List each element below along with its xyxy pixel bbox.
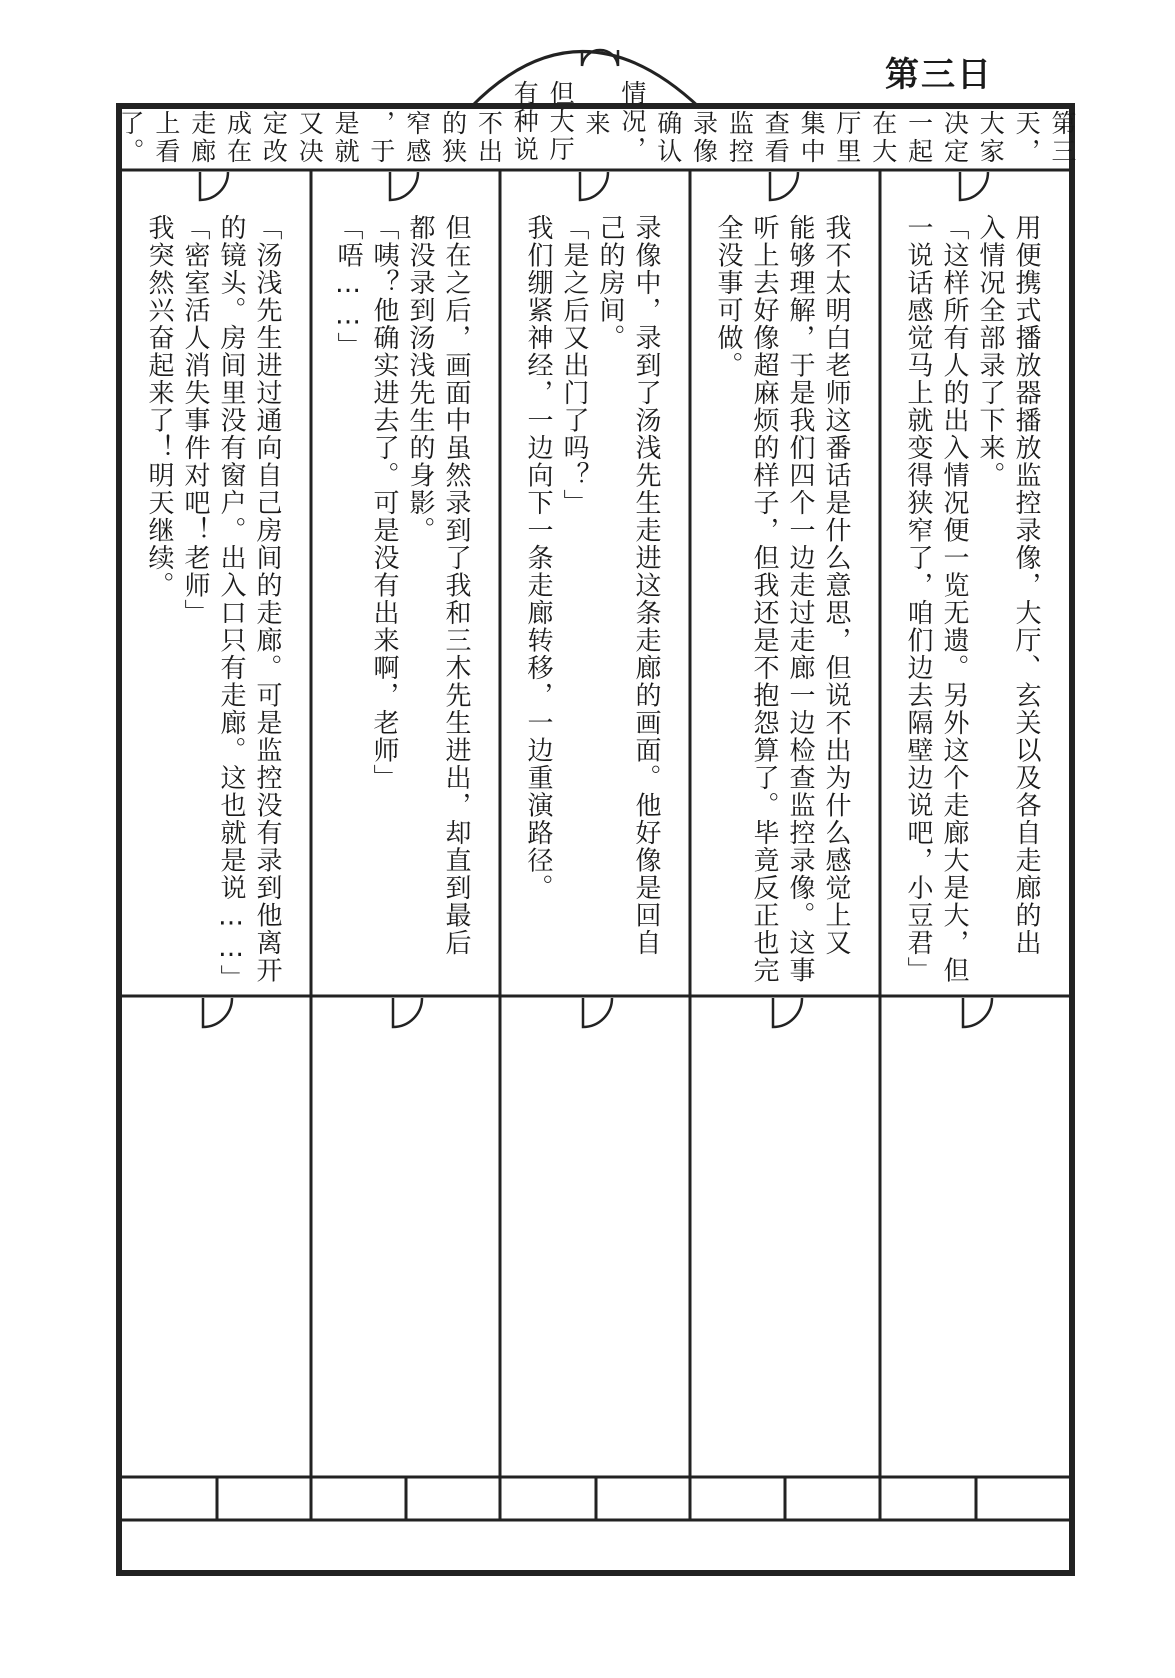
- banner-line: 一起: [904, 110, 934, 166]
- banner-line: 了。: [116, 110, 145, 166]
- banner-line: 上看: [151, 110, 181, 166]
- banner-line: 决定: [940, 110, 970, 166]
- banner-line: 在大: [868, 110, 898, 166]
- banner-line: 厅里: [832, 110, 862, 166]
- banner-line: 确认: [653, 110, 683, 166]
- banner-line: 窄感: [402, 110, 432, 166]
- room-text-line: 我不太明白老师这番话是什么意思，但说不出为什么感觉上又: [821, 214, 851, 957]
- room-text-line: 「密室活人消失事件对吧！老师」: [180, 214, 210, 627]
- room-text-line: 我们绷紧神经，一边向下一条走廊转移，一边重演路径。: [523, 214, 553, 902]
- room-text-line: 全没事可做。: [713, 214, 743, 379]
- room-text-line: 但在之后，画面中虽然录到了我和三木先生进出，却直到最后: [441, 214, 471, 957]
- room-text-line: 的镜头。房间里没有窗户。出入口只有走廊。这也就是说……」: [216, 214, 246, 992]
- room-text-line: 己的房间。: [595, 214, 625, 352]
- room-text-line: 录像中，录到了汤浅先生走进这条走廊的画面。他好像是回自: [631, 214, 661, 957]
- banner-line: ，于: [366, 110, 396, 166]
- room-text-line: 用便携式播放器播放监控录像，大厅、玄关以及各自走廊的出: [1011, 214, 1041, 957]
- banner-line: 但大厅: [546, 80, 576, 164]
- banner-line: 有种说: [510, 80, 540, 164]
- banner-line: 集中: [797, 110, 827, 166]
- room-text-line: 一说话感觉马上就变得狭窄了，咱们边去隔壁边说吧，小豆君」: [903, 214, 933, 984]
- room-text-line: 「唔……」: [333, 214, 363, 360]
- room-text-line: 「是之后又出门了吗？」: [559, 214, 589, 517]
- banner-line: 成在: [223, 110, 253, 166]
- banner-line: 大家: [976, 110, 1006, 166]
- banner-line: 来: [582, 110, 611, 138]
- room-text-line: 入情况全部录了下来。: [975, 214, 1005, 489]
- banner-line: 走廊: [187, 110, 217, 166]
- room-text-line: 「这样所有人的出入情况便一览无遗。另外这个走廊大是大，但: [939, 214, 969, 984]
- banner-line: 天，: [1012, 110, 1042, 166]
- room-text-line: 「咦？他确实进去了。可是没有出来啊，老师」: [369, 214, 399, 792]
- banner-line: 监控: [725, 110, 755, 166]
- room-text-line: 都没录到汤浅先生的身影。: [405, 214, 435, 544]
- banner-line: 定改: [259, 110, 289, 166]
- banner-line: 情况，: [617, 80, 647, 164]
- banner-line: 又决: [295, 110, 325, 166]
- banner-line: 是就: [331, 110, 361, 166]
- banner-line: 查看: [761, 110, 791, 166]
- room-text-line: 我突然兴奋起来了！明天继续。: [144, 214, 174, 599]
- room-text-line: 「汤浅先生进过通向自己房间的走廊。可是监控没有录到他离开: [252, 214, 282, 984]
- banner-line: 的狭: [438, 110, 468, 166]
- banner-line: 第三: [1048, 110, 1077, 166]
- banner-line: 不出: [474, 110, 504, 166]
- room-text-line: 听上去好像超麻烦的样子，但我还是不抱怨算了。毕竟反正也完: [749, 214, 779, 984]
- room-text-line: 能够理解，于是我们四个一边走过走廊一边检查监控录像。这事: [785, 214, 815, 984]
- banner-line: 录像: [689, 110, 719, 166]
- chapter-title: 第三日: [885, 55, 993, 95]
